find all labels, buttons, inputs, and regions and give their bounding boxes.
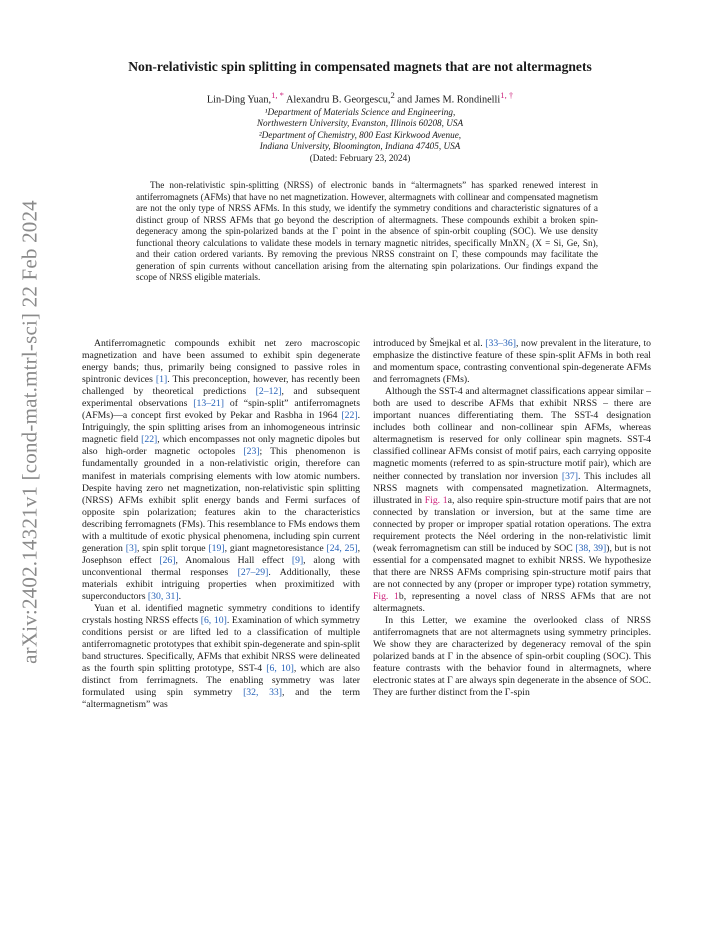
citation-link[interactable]: [38, 39] <box>575 542 607 554</box>
text: . Additionally, these materials exhibit intriguing properties when proximitized with superconductors <box>82 566 360 602</box>
paragraph <box>82 603 360 711</box>
author-1: Lin-Ding Yuan, <box>206 94 272 106</box>
citation-link[interactable]: [6, 10] <box>266 663 294 675</box>
citation-link[interactable]: [6, 10] <box>200 615 227 627</box>
left-column <box>82 338 360 711</box>
figure-link[interactable]: Fig. 1 <box>424 494 448 506</box>
citation-link[interactable]: [33–36] <box>485 338 516 349</box>
paper-title: Non-relativistic spin splitting in compensated magnets that are not altermagnets <box>128 59 592 74</box>
dated-line: (Dated: February 23, 2024) <box>309 152 411 163</box>
citation-link[interactable]: [27–29] <box>237 566 269 578</box>
citation-link[interactable]: [9] <box>291 554 304 566</box>
text: Although the SST-4 and altermagnet classifications appear similar – both are used to describe AFMs that exhibit NRSS – there are important nuances differentiating them. The SST-4 designation includes both collinear and non-collinear spin AFMs, whereas altermagnetism is reserved for only collinear spin magnets. SST-4 classified collinear AFMs consist of motif pairs, each carrying opposite magnetic moments (referred to as spin-structure motif pair), which are neither connected by translation nor inversion <box>373 386 651 482</box>
text: . This includes all NRSS magnets with compensated magnetization. Altermagnets, illustrated in <box>373 470 652 506</box>
text: , Josephson effect <box>82 542 360 566</box>
citation-link[interactable]: [3] <box>125 542 138 554</box>
text: . Examination of which symmetry conditions persist or are lifted led to a classification of multiple antiferromagnetic prototypes that exhibit spin-degenerate and spin-split band structures. Specifically, AFMs that exhibit NRSS were delineated as the fourth spin splitting prototype, SST-4 <box>82 615 360 675</box>
paragraph <box>373 615 651 699</box>
text: b, representing a novel class of NRSS AFMs that are not altermagnets. <box>373 590 651 615</box>
arxiv-stamp <box>8 0 52 932</box>
text: Yuan et al. identified magnetic symmetry conditions to identify crystals hosting NRSS effects <box>82 603 360 627</box>
text: introduced by Šmejkal et al. <box>373 338 486 349</box>
affiliations <box>60 107 660 164</box>
citation-link[interactable]: [24, 25] <box>326 542 358 554</box>
author-2: Alexandru B. Georgescu, <box>283 94 391 106</box>
abstract: The non-relativistic spin-splitting (NRSS) of electronic bands in “altermagnets” has sparked renewed interest in antiferromagnets (AFMs) that have no net magnetization. However, altermagnets with collinear and compensated magnetism are not the only type of NRSS AFMs. In this study, we identify the symmetry conditions and characteristic signatures of a distinct group of NRSS AFMs that go beyond the description of altermagnets. These compounds exhibit a broken spin-degeneracy among the spin-polarized bands at the Γ point in the absence of spin-orbit coupling (SOC). We use density functional theory calculations to validate these models in ternary magnetic nitrides, specifically MnXN₂ (X = Si, Ge, Sn), and their cation ordered variants. By removing the previous NRSS constraint on Γ, these compounds may facilitate the generation of spin currents without cancellation arising from the alternating spin polarizations. Our findings expand the scope of NRSS eligible materials. <box>136 180 598 282</box>
text: ; This phenomenon is fundamentally grounded in a non-relativistic origin, therefore can manifest in materials comprising elements with low atomic numbers. Despite having zero net magnetization, non-relativistic spin splitting (NRSS) AFMs exhibit split energy bands and Fermi surfaces of opposite spin polarization; features akin to the characteristics describing ferromagnets (FMs). This resemblance to FMs endows them with a multitude of exotic physical phenomena, including spin current generation <box>82 446 360 554</box>
text: , and subsequent experimental observations <box>82 386 360 410</box>
citation-link[interactable]: [13–21] <box>193 398 224 410</box>
paragraph <box>82 338 360 603</box>
citation-link[interactable]: [32, 33] <box>243 687 282 699</box>
author-list <box>60 90 660 105</box>
text: , along with unconventional thermal responses <box>82 554 360 578</box>
text: , which are also distinct from ferrimagnets. The enabling symmetry was later formulated using spin symmetry <box>82 663 361 699</box>
text: ), but is not essential for a compensated magnet to exhibit NRSS. We hypothesize that there are NRSS AFMs comprising spin-structure motif pairs that are not connected by any (proper or improper type) rotation symmetry, <box>373 542 652 590</box>
text: a, also require spin-structure motif pairs that are not connected by translation or inversion, but at the same time are connected by proper or improper spatial rotation operations. The extra requirement protects the Néel ordering in the non-relativistic limit (weak ferromagnetism can still be induced by SOC <box>373 494 652 554</box>
figure-link[interactable]: Fig. 1 <box>373 590 399 602</box>
author-3-mark[interactable]: 1, † <box>500 90 514 100</box>
affiliation-line: Northwestern University, Evanston, Illinois 60208, USA <box>256 118 464 129</box>
arxiv-stamp-text: arXiv:2402.14321v1 [cond-mat.mtrl-sci] 22 Feb 2024 <box>17 200 42 664</box>
citation-link[interactable]: [1] <box>155 374 168 386</box>
text: Antiferromagnetic compounds exhibit net zero macroscopic magnetization and have been assumed to exhibit spin degenerate energy bands; thus, primarily being consigned to passive roles in spintronic devices <box>82 338 360 386</box>
citation-link[interactable]: [19] <box>208 542 225 554</box>
author-2-mark: 2 <box>390 90 395 100</box>
text: , Anomalous Hall effect <box>175 554 292 566</box>
affiliation-line: ²Department of Chemistry, 800 East Kirkwood Avenue, <box>258 129 462 140</box>
citation-link[interactable]: [22] <box>141 434 158 446</box>
citation-link[interactable]: [30, 31] <box>147 590 179 602</box>
text: , giant magnetoresistance <box>224 542 327 554</box>
text: , which encompasses not only magnetic dipoles but also high-order magnetic octopoles <box>82 434 360 458</box>
paragraph <box>373 338 651 386</box>
citation-link[interactable]: [26] <box>159 554 176 566</box>
text: , spin split torque <box>137 542 209 554</box>
text: of “spin-split” antiferromagnets (AFMs)—a concept first evoked by Pekar and Rasbha in 1964 <box>82 398 360 422</box>
text: . Intriguingly, the spin splitting arises from an inhomogeneous intrinsic magnetic field <box>82 410 360 446</box>
text: , and the term “altermagnetism” was <box>82 687 361 711</box>
author-3: and James M. Rondinelli <box>394 94 501 106</box>
author-1-mark[interactable]: 1, * <box>271 90 284 100</box>
citation-link[interactable]: [37] <box>561 470 578 482</box>
citation-link[interactable]: [23] <box>243 446 260 458</box>
text: In this Letter, we examine the overlooked class of NRSS antiferromagnets that are not altermagnets using symmetry principles. We show they are characterized by degeneracy removal of the spin polarized bands at Γ in the absence of spin-orbit coupling (SOC). This feature contrasts with the behavior found in altermagnets, where electronic states at Γ are always spin degenerate in the absence of SOC. They are further distinct from the Γ-spin <box>373 615 651 699</box>
citation-link[interactable]: [2–12] <box>255 386 282 398</box>
text: . <box>178 590 182 602</box>
text: , now prevalent in the literature, to emphasize the distinctive feature of these spin-split AFMs in both real and momentum space, contrasting conventional spin-degenerate AFMs and ferromagnets (FMs). <box>373 338 651 386</box>
affiliation-line: ¹Department of Materials Science and Engineering, <box>264 107 456 117</box>
affiliation-line: Indiana University, Bloomington, Indiana 47405, USA <box>259 141 461 152</box>
citation-link[interactable]: [22] <box>341 410 358 422</box>
text: . This preconception, however, has recently been challenged by theoretical predictions <box>82 374 361 398</box>
paragraph <box>373 386 651 615</box>
right-column <box>373 338 651 699</box>
